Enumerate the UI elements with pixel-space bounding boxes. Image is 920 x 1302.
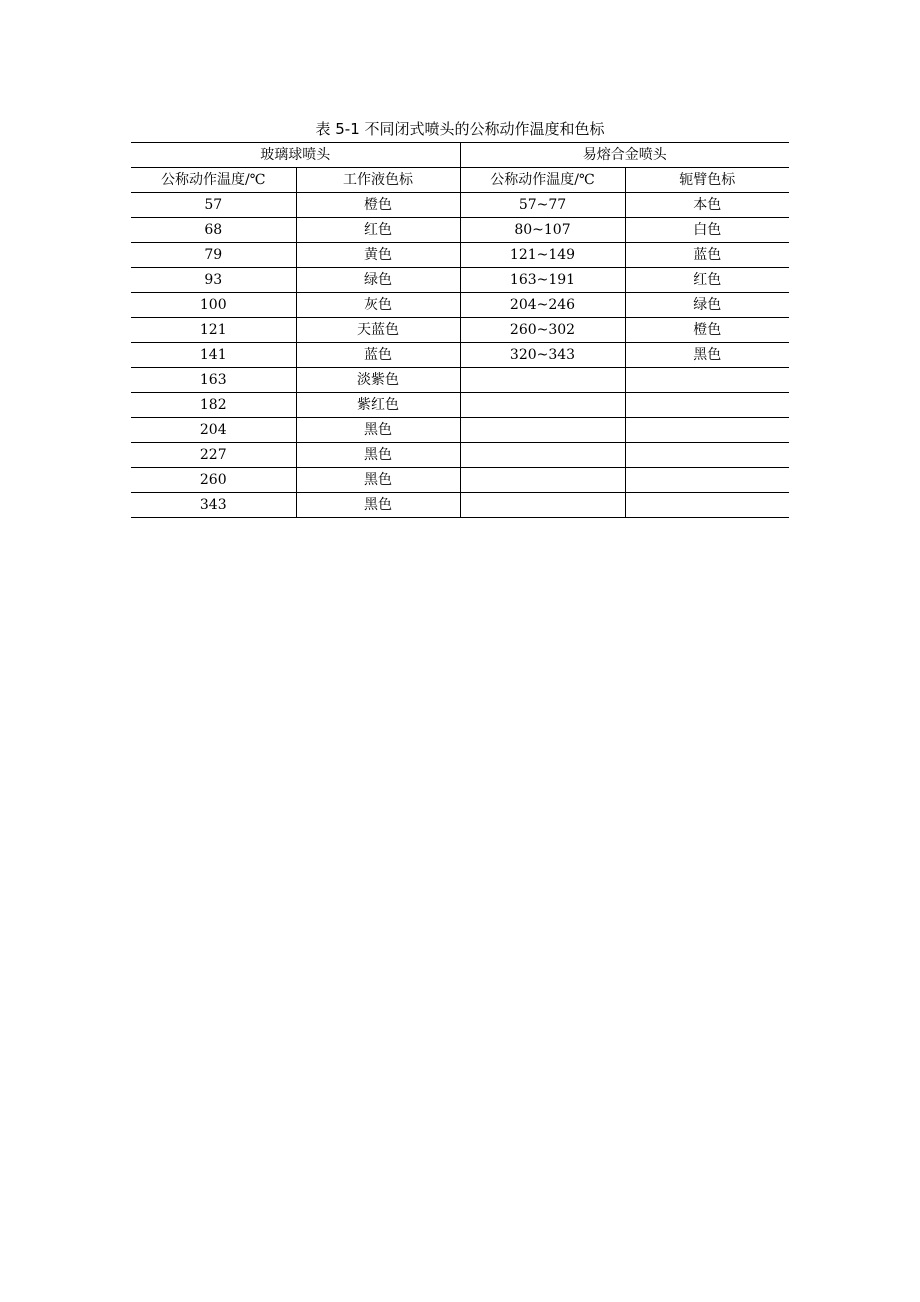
column-header-row xyxy=(131,168,789,193)
table-row xyxy=(131,418,789,443)
yoke-color-cell: 橙色 xyxy=(625,318,789,343)
group-header-row xyxy=(131,143,789,168)
table-row xyxy=(131,293,789,318)
yoke-color-cell xyxy=(625,493,789,518)
glass-temperature-cell: 93 xyxy=(131,268,296,293)
table-row xyxy=(131,268,789,293)
yoke-color-cell xyxy=(625,443,789,468)
column-header-glass-temperature: 公称动作温度/℃ xyxy=(131,168,296,193)
alloy-temperature-cell xyxy=(460,493,625,518)
liquid-color-cell: 淡紫色 xyxy=(296,368,460,393)
table-row xyxy=(131,243,789,268)
table-row xyxy=(131,468,789,493)
table-row xyxy=(131,193,789,218)
column-header-alloy-temperature: 公称动作温度/℃ xyxy=(460,168,625,193)
liquid-color-cell: 黑色 xyxy=(296,418,460,443)
liquid-color-cell: 黑色 xyxy=(296,493,460,518)
yoke-color-cell: 绿色 xyxy=(625,293,789,318)
alloy-temperature-cell: 163~191 xyxy=(460,268,625,293)
glass-temperature-cell: 79 xyxy=(131,243,296,268)
table-row xyxy=(131,443,789,468)
glass-temperature-cell: 57 xyxy=(131,193,296,218)
alloy-temperature-cell: 121~149 xyxy=(460,243,625,268)
sprinkler-temperature-table xyxy=(131,142,789,518)
column-header-liquid-color: 工作液色标 xyxy=(296,168,460,193)
alloy-temperature-cell xyxy=(460,418,625,443)
glass-temperature-cell: 121 xyxy=(131,318,296,343)
group-header-fusible-alloy: 易熔合金喷头 xyxy=(460,143,789,168)
yoke-color-cell xyxy=(625,418,789,443)
glass-temperature-cell: 100 xyxy=(131,293,296,318)
group-header-glass-bulb: 玻璃球喷头 xyxy=(131,143,460,168)
liquid-color-cell: 黑色 xyxy=(296,468,460,493)
table-row xyxy=(131,493,789,518)
liquid-color-cell: 蓝色 xyxy=(296,343,460,368)
yoke-color-cell: 红色 xyxy=(625,268,789,293)
glass-temperature-cell: 182 xyxy=(131,393,296,418)
yoke-color-cell: 白色 xyxy=(625,218,789,243)
alloy-temperature-cell xyxy=(460,468,625,493)
liquid-color-cell: 紫红色 xyxy=(296,393,460,418)
alloy-temperature-cell xyxy=(460,443,625,468)
yoke-color-cell: 蓝色 xyxy=(625,243,789,268)
alloy-temperature-cell: 260~302 xyxy=(460,318,625,343)
yoke-color-cell xyxy=(625,368,789,393)
glass-temperature-cell: 141 xyxy=(131,343,296,368)
table-row xyxy=(131,218,789,243)
glass-temperature-cell: 163 xyxy=(131,368,296,393)
yoke-color-cell xyxy=(625,468,789,493)
glass-temperature-cell: 227 xyxy=(131,443,296,468)
alloy-temperature-cell: 204~246 xyxy=(460,293,625,318)
table-row xyxy=(131,368,789,393)
table-row xyxy=(131,343,789,368)
glass-temperature-cell: 68 xyxy=(131,218,296,243)
alloy-temperature-cell: 320~343 xyxy=(460,343,625,368)
liquid-color-cell: 红色 xyxy=(296,218,460,243)
liquid-color-cell: 绿色 xyxy=(296,268,460,293)
glass-temperature-cell: 343 xyxy=(131,493,296,518)
yoke-color-cell: 本色 xyxy=(625,193,789,218)
liquid-color-cell: 橙色 xyxy=(296,193,460,218)
glass-temperature-cell: 260 xyxy=(131,468,296,493)
alloy-temperature-cell xyxy=(460,368,625,393)
yoke-color-cell: 黑色 xyxy=(625,343,789,368)
table-row xyxy=(131,393,789,418)
liquid-color-cell: 天蓝色 xyxy=(296,318,460,343)
alloy-temperature-cell xyxy=(460,393,625,418)
liquid-color-cell: 灰色 xyxy=(296,293,460,318)
alloy-temperature-cell: 57~77 xyxy=(460,193,625,218)
yoke-color-cell xyxy=(625,393,789,418)
table-caption: 表 5-1 不同闭式喷头的公称动作温度和色标 xyxy=(315,120,605,138)
column-header-yoke-color: 轭臂色标 xyxy=(625,168,789,193)
table-row xyxy=(131,318,789,343)
liquid-color-cell: 黄色 xyxy=(296,243,460,268)
glass-temperature-cell: 204 xyxy=(131,418,296,443)
liquid-color-cell: 黑色 xyxy=(296,443,460,468)
alloy-temperature-cell: 80~107 xyxy=(460,218,625,243)
